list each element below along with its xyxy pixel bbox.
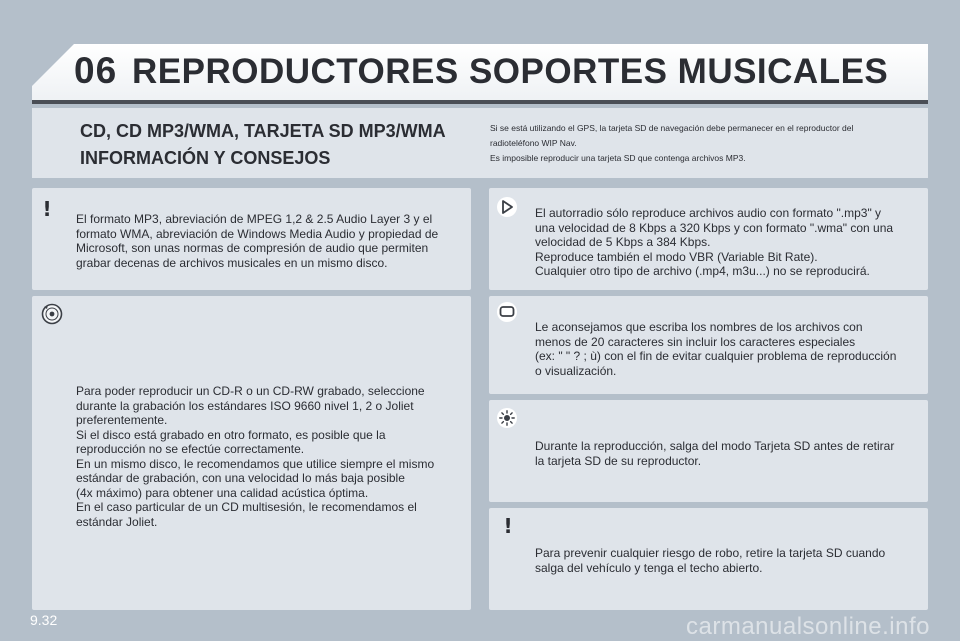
- text-line: Microsoft, son unas normas de compresión de audio que permiten: [76, 241, 429, 255]
- text-line: En el caso particular de un CD multisesión, le recomendamos el: [76, 500, 417, 514]
- text-line: salga del vehículo y tenga el techo abierto.: [535, 560, 763, 575]
- text-line: Durante la reproducción, salga del modo Tarjeta SD antes de retirar: [535, 439, 895, 453]
- chapter-number: 06: [74, 50, 118, 91]
- text-line: o visualización.: [535, 363, 617, 378]
- section-note: [490, 121, 910, 166]
- panel-sd-removal-text: [535, 439, 894, 468]
- play-icon: [497, 197, 517, 217]
- text-line: Para prevenir cualquier riesgo de robo, retire la tarjeta SD cuando: [535, 546, 886, 560]
- text-line: estándar de grabación, con una velocidad lo más baja posible: [76, 471, 405, 485]
- text-line: El formato MP3, abreviación de MPEG 1,2 & 2.5 Audio Layer 3 y el: [76, 212, 433, 226]
- text-line: estándar Joliet.: [76, 514, 158, 529]
- text-line: En un mismo disco, le recomendamos que utilice siempre el mismo: [76, 456, 435, 471]
- panel-theft-text: [535, 546, 885, 575]
- disc-icon: [40, 302, 64, 326]
- text-line: Reproduce también el modo VBR (Variable Bit Rate).: [535, 249, 818, 264]
- text-line: preferentemente.: [76, 413, 168, 427]
- panel-formats-text: [535, 206, 893, 279]
- page-number: 9.32: [30, 612, 58, 628]
- panel-mp3-info-text: [76, 212, 438, 270]
- text-line: Si el disco está grabado en otro formato, es posible que la: [76, 427, 386, 442]
- text-line: durante la grabación los estándares ISO 9660 nivel 1, 2 o Joliet: [76, 398, 414, 413]
- text-line: El autorradio sólo reproduce archivos audio con formato ".mp3" y: [535, 206, 882, 220]
- text-line: Le aconsejamos que escriba los nombres de los archivos con: [535, 320, 863, 334]
- watermark: carmanualsonline.info: [686, 613, 930, 640]
- note-line: Es imposible reproducir una tarjeta SD que contenga archivos MP3.: [490, 153, 746, 163]
- text-line: velocidad de 5 Kbps a 384 Kbps.: [535, 235, 711, 249]
- page-title: REPRODUCTORES SOPORTES MUSICALES: [132, 52, 889, 91]
- text-line: reproducción no se efectúe correctamente.: [76, 442, 305, 456]
- text-line: grabar decenas de archivos musicales en un mismo disco.: [76, 255, 388, 270]
- exclamation-icon: !: [503, 514, 513, 538]
- section-title-line: CD, CD MP3/WMA, TARJETA SD MP3/WMA: [80, 121, 446, 141]
- text-line: la tarjeta SD de su reproductor.: [535, 453, 702, 468]
- section-title: [80, 118, 446, 172]
- note-line: Si se está utilizando el GPS, la tarjeta SD de navegación debe permanecer en el reproductor del: [490, 123, 854, 133]
- text-line: Cualquier otro tipo de archivo (.mp4, m3u...) no se reproducirá.: [535, 264, 870, 278]
- exclamation-icon: !: [42, 197, 52, 221]
- text-line: una velocidad de 8 Kbps a 320 Kbps y con formato ".wma" con una: [535, 220, 894, 235]
- section-subtitle-line: INFORMACIÓN Y CONSEJOS: [80, 148, 331, 168]
- text-line: menos de 20 caracteres sin incluir los caracteres especiales: [535, 334, 856, 349]
- panel-file-names-text: [535, 320, 896, 378]
- text-line: formato WMA, abreviación de Windows Media Audio y propiedad de: [76, 226, 439, 241]
- panel-cd-burning-text: [76, 384, 434, 529]
- text-line: (ex: " " ? ; ù) con el fin de evitar cualquier problema de reproducción: [535, 349, 897, 363]
- header-divider: [32, 100, 928, 104]
- text-line: Para poder reproducir un CD-R o un CD-RW grabado, seleccione: [76, 384, 425, 398]
- text-line: (4x máximo) para obtener una calidad acústica óptima.: [76, 485, 369, 500]
- screen-icon: [497, 302, 517, 322]
- light-bulb-icon: [497, 408, 517, 428]
- note-line: radioteléfono WIP Nav.: [490, 138, 577, 148]
